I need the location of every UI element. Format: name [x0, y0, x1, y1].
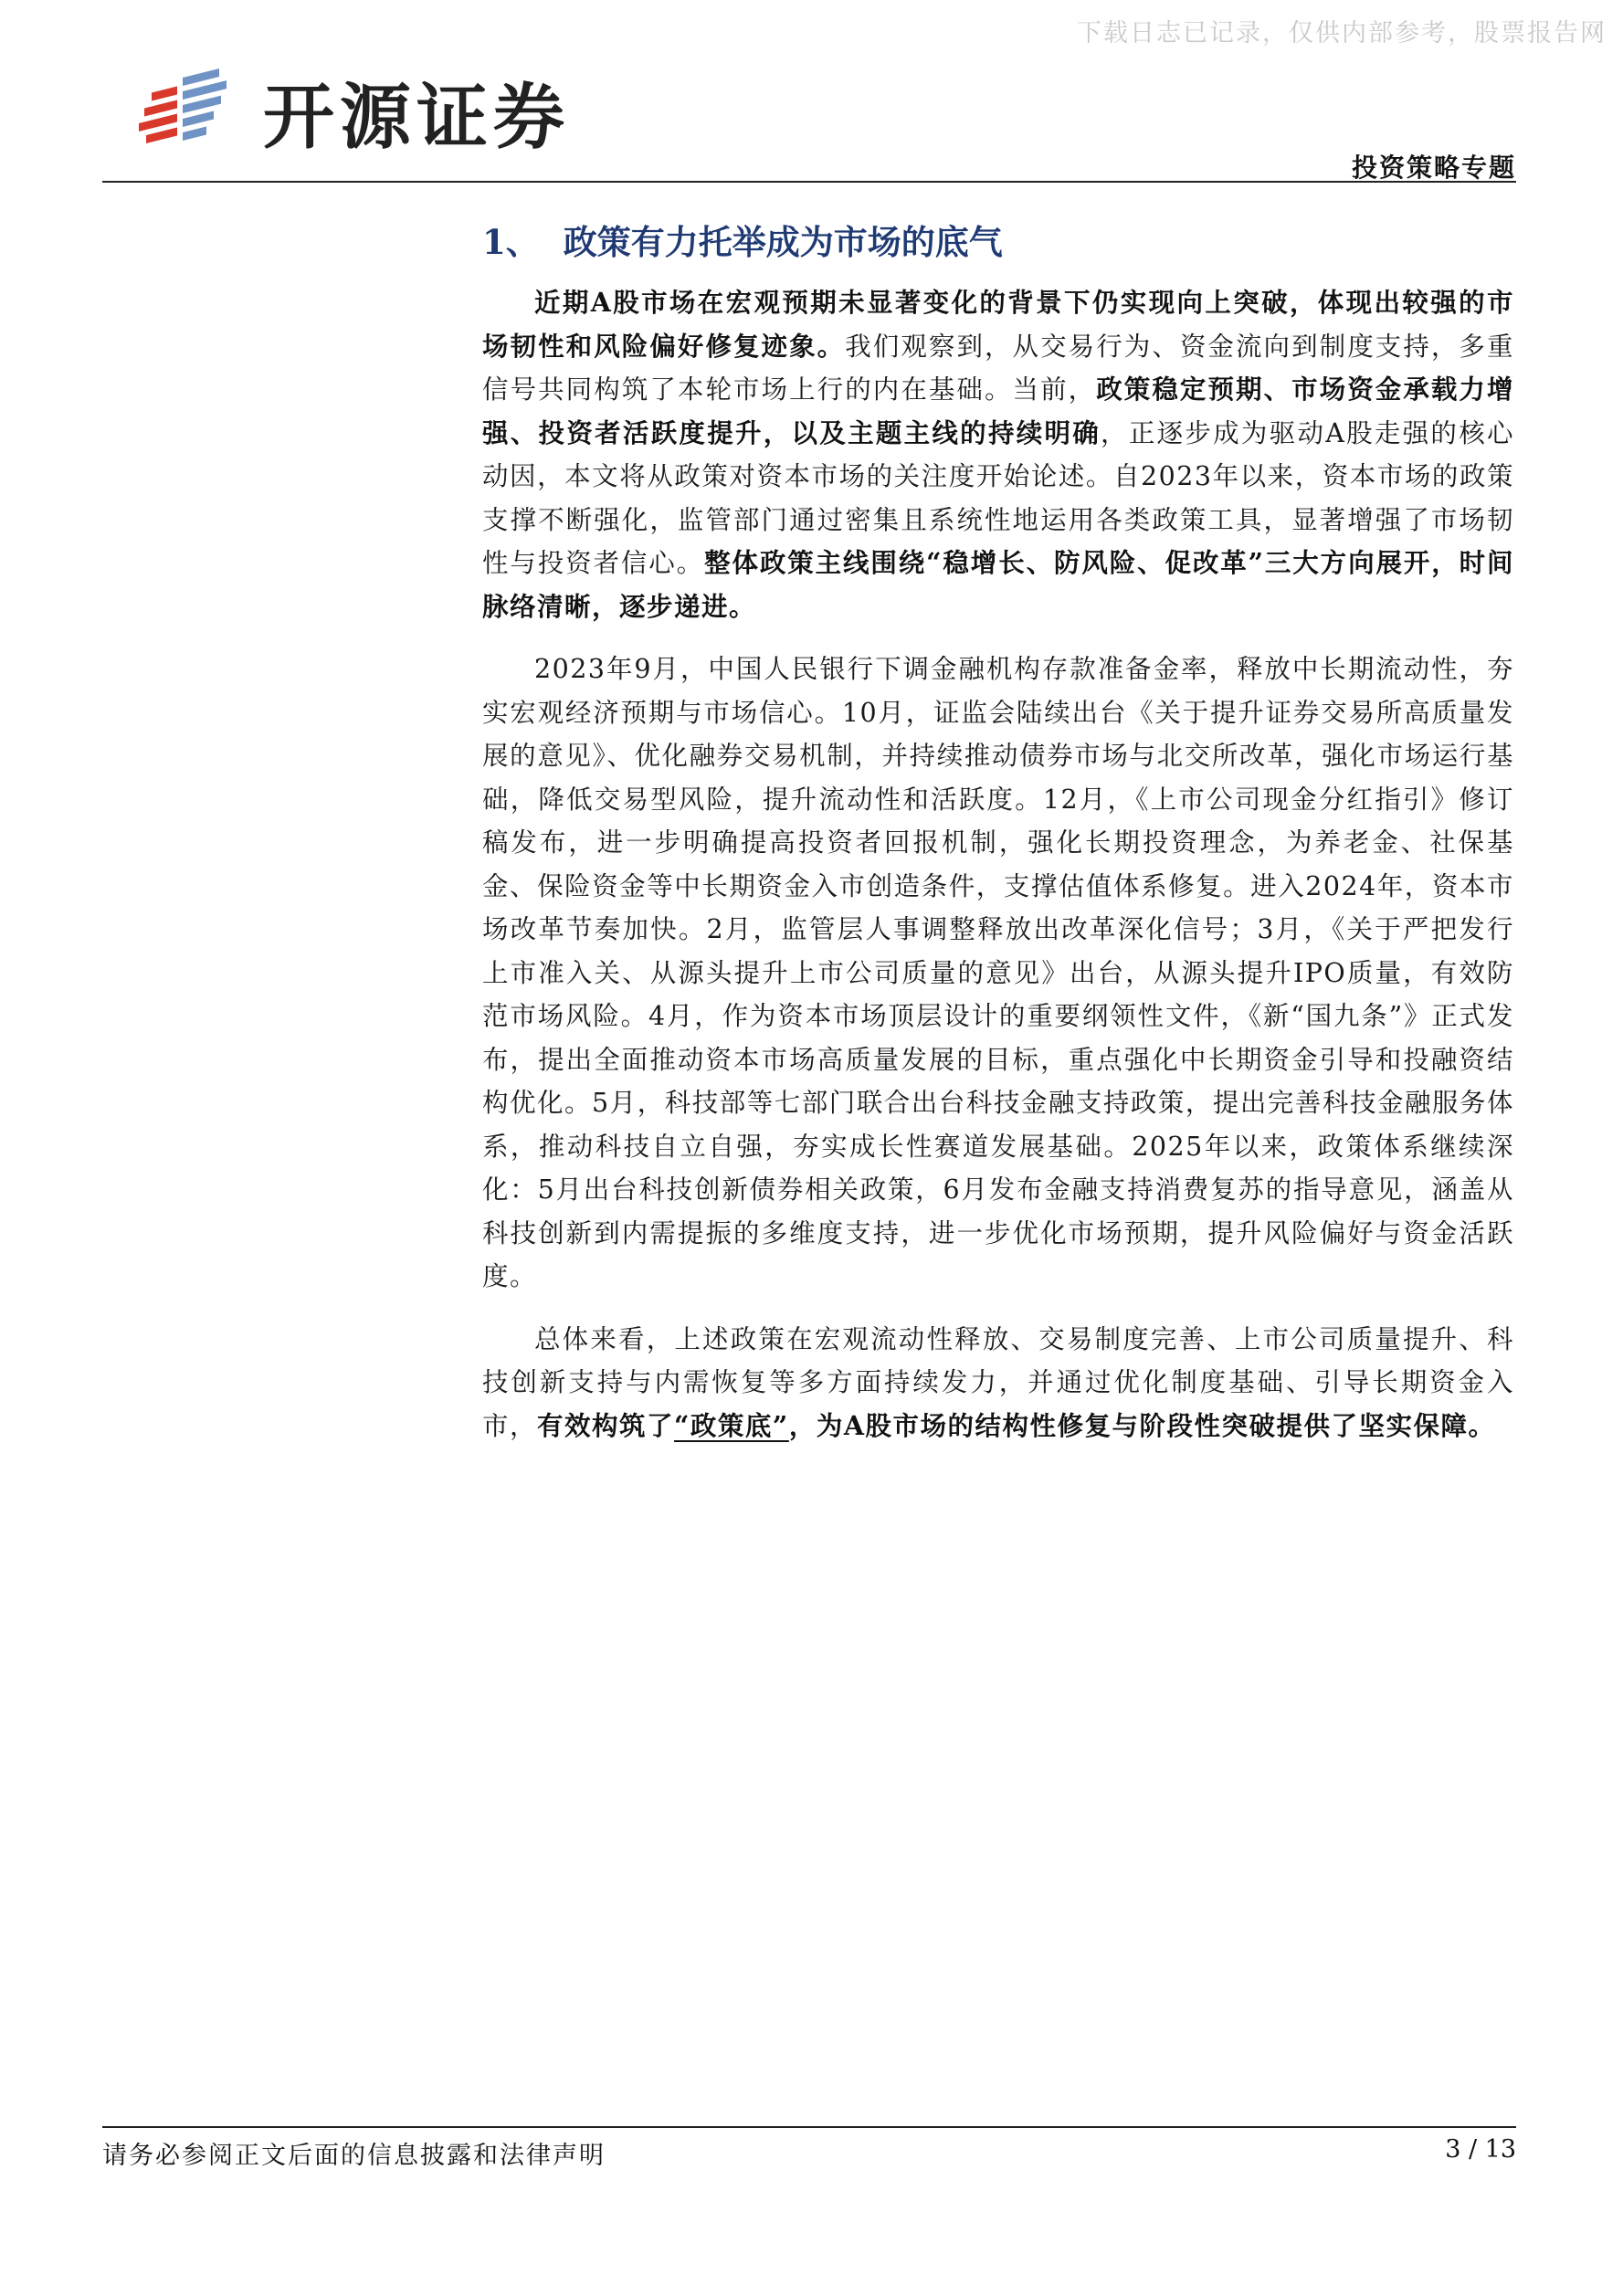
paragraph-intro: [482, 281, 1514, 628]
page-number: 3 / 13: [1445, 2135, 1516, 2164]
text-run: ，正逐步成为驱动A股走强的核心动因，本文将从政策对资本市场的关注度开始论述。自2023年以来，资本市场的政策支撑不断强化，监管部门通过密集且系统性地运用各类政策工具，显著增强了市场韧性与投资者信心。: [482, 417, 1514, 578]
kaiyuan-securities-logo-icon: [135, 53, 254, 153]
section-number: 1、: [482, 222, 540, 262]
section-heading: [482, 215, 1003, 264]
text-run-underlined: “政策底”: [674, 1409, 789, 1441]
footer-divider: [102, 2126, 1516, 2128]
paragraph-conclusion: [482, 1318, 1514, 1448]
report-type-label: 投资策略专题: [1351, 153, 1516, 183]
header-divider: [102, 181, 1516, 183]
text-run: 整体政策主线围绕“稳增长、防风险、促改革”三大方向展开，时间脉络清晰，逐步递进。: [482, 547, 1514, 622]
paragraph-policy-timeline: [482, 648, 1514, 1299]
watermark-text: 下载日志已记录，仅供内部参考，股票报告网: [1077, 19, 1607, 47]
section-title: 政策有力托举成为市场的底气: [563, 222, 1003, 262]
text-run: 近期A股市场在宏观预期未显著变化的背景下仍实现向上突破，体现出较强的市场韧性和风险偏好修复迹象。: [482, 287, 1514, 362]
text-run: 有效构筑了: [537, 1409, 675, 1441]
text-run: 政策稳定预期、市场资金承载力增强、投资者活跃度提升，以及主题主线的持续明确: [482, 374, 1514, 448]
body-content: [482, 281, 1514, 1467]
footer-disclaimer: 请务必参阅正文后面的信息披露和法律声明: [102, 2142, 606, 2170]
brand-name: 开源证券: [263, 77, 571, 159]
text-run: 我们观察到，从交易行为、资金流向到制度支持，多重信号共同构筑了本轮市场上行的内在基础。当前，: [482, 331, 1514, 405]
text-run: 总体来看，上述政策在宏观流动性释放、交易制度完善、上市公司质量提升、科技创新支持与内需恢复等多方面持续发力，并通过优化制度基础、引导长期资金入市，: [482, 1323, 1514, 1441]
text-run: 2023年9月，中国人民银行下调金融机构存款准备金率，释放中长期流动性，夯实宏观经济预期与市场信心。10月，证监会陆续出台《关于提升证券交易所高质量发展的意见》、优化融券交易机制，并持续推动债券市场与北交所改革，强化市场运行基础，降低交易型风险，提升流动性和活跃度。12月，《上市公司现金分红指引》修订稿发布，进一步明确提高投资者回报机制，强化长期投资理念，为养老金、社保基金、保险资金等中长期资金入市创造条件，支撑估值体系修复。进入2024年，资本市场改革节奏加快。2月，监管层人事调整释放出改革深化信号；3月，《关于严把发行上市准入关、从源头提升上市公司质量的意见》出台，从源头提升IPO质量，有效防范市场风险。4月，作为资本市场顶层设计的重要纲领性文件，《新“国九条”》正式发布，提出全面推动资本市场高质量发展的目标，重点强化中长期资金引导和投融资结构优化。5月，科技部等七部门联合出台科技金融支持政策，提出完善科技金融服务体系，推动科技自立自强，夯实成长性赛道发展基础。2025年以来，政策体系继续深化：5月出台科技创新债券相关政策，6月发布金融支持消费复苏的指导意见，涵盖从科技创新到内需提振的多维度支持，进一步优化市场预期，提升风险偏好与资金活跃度。: [482, 654, 1514, 1291]
brand-logo: [135, 53, 610, 159]
text-run: ，为A股市场的结构性修复与阶段性突破提供了坚实保障。: [788, 1409, 1496, 1441]
